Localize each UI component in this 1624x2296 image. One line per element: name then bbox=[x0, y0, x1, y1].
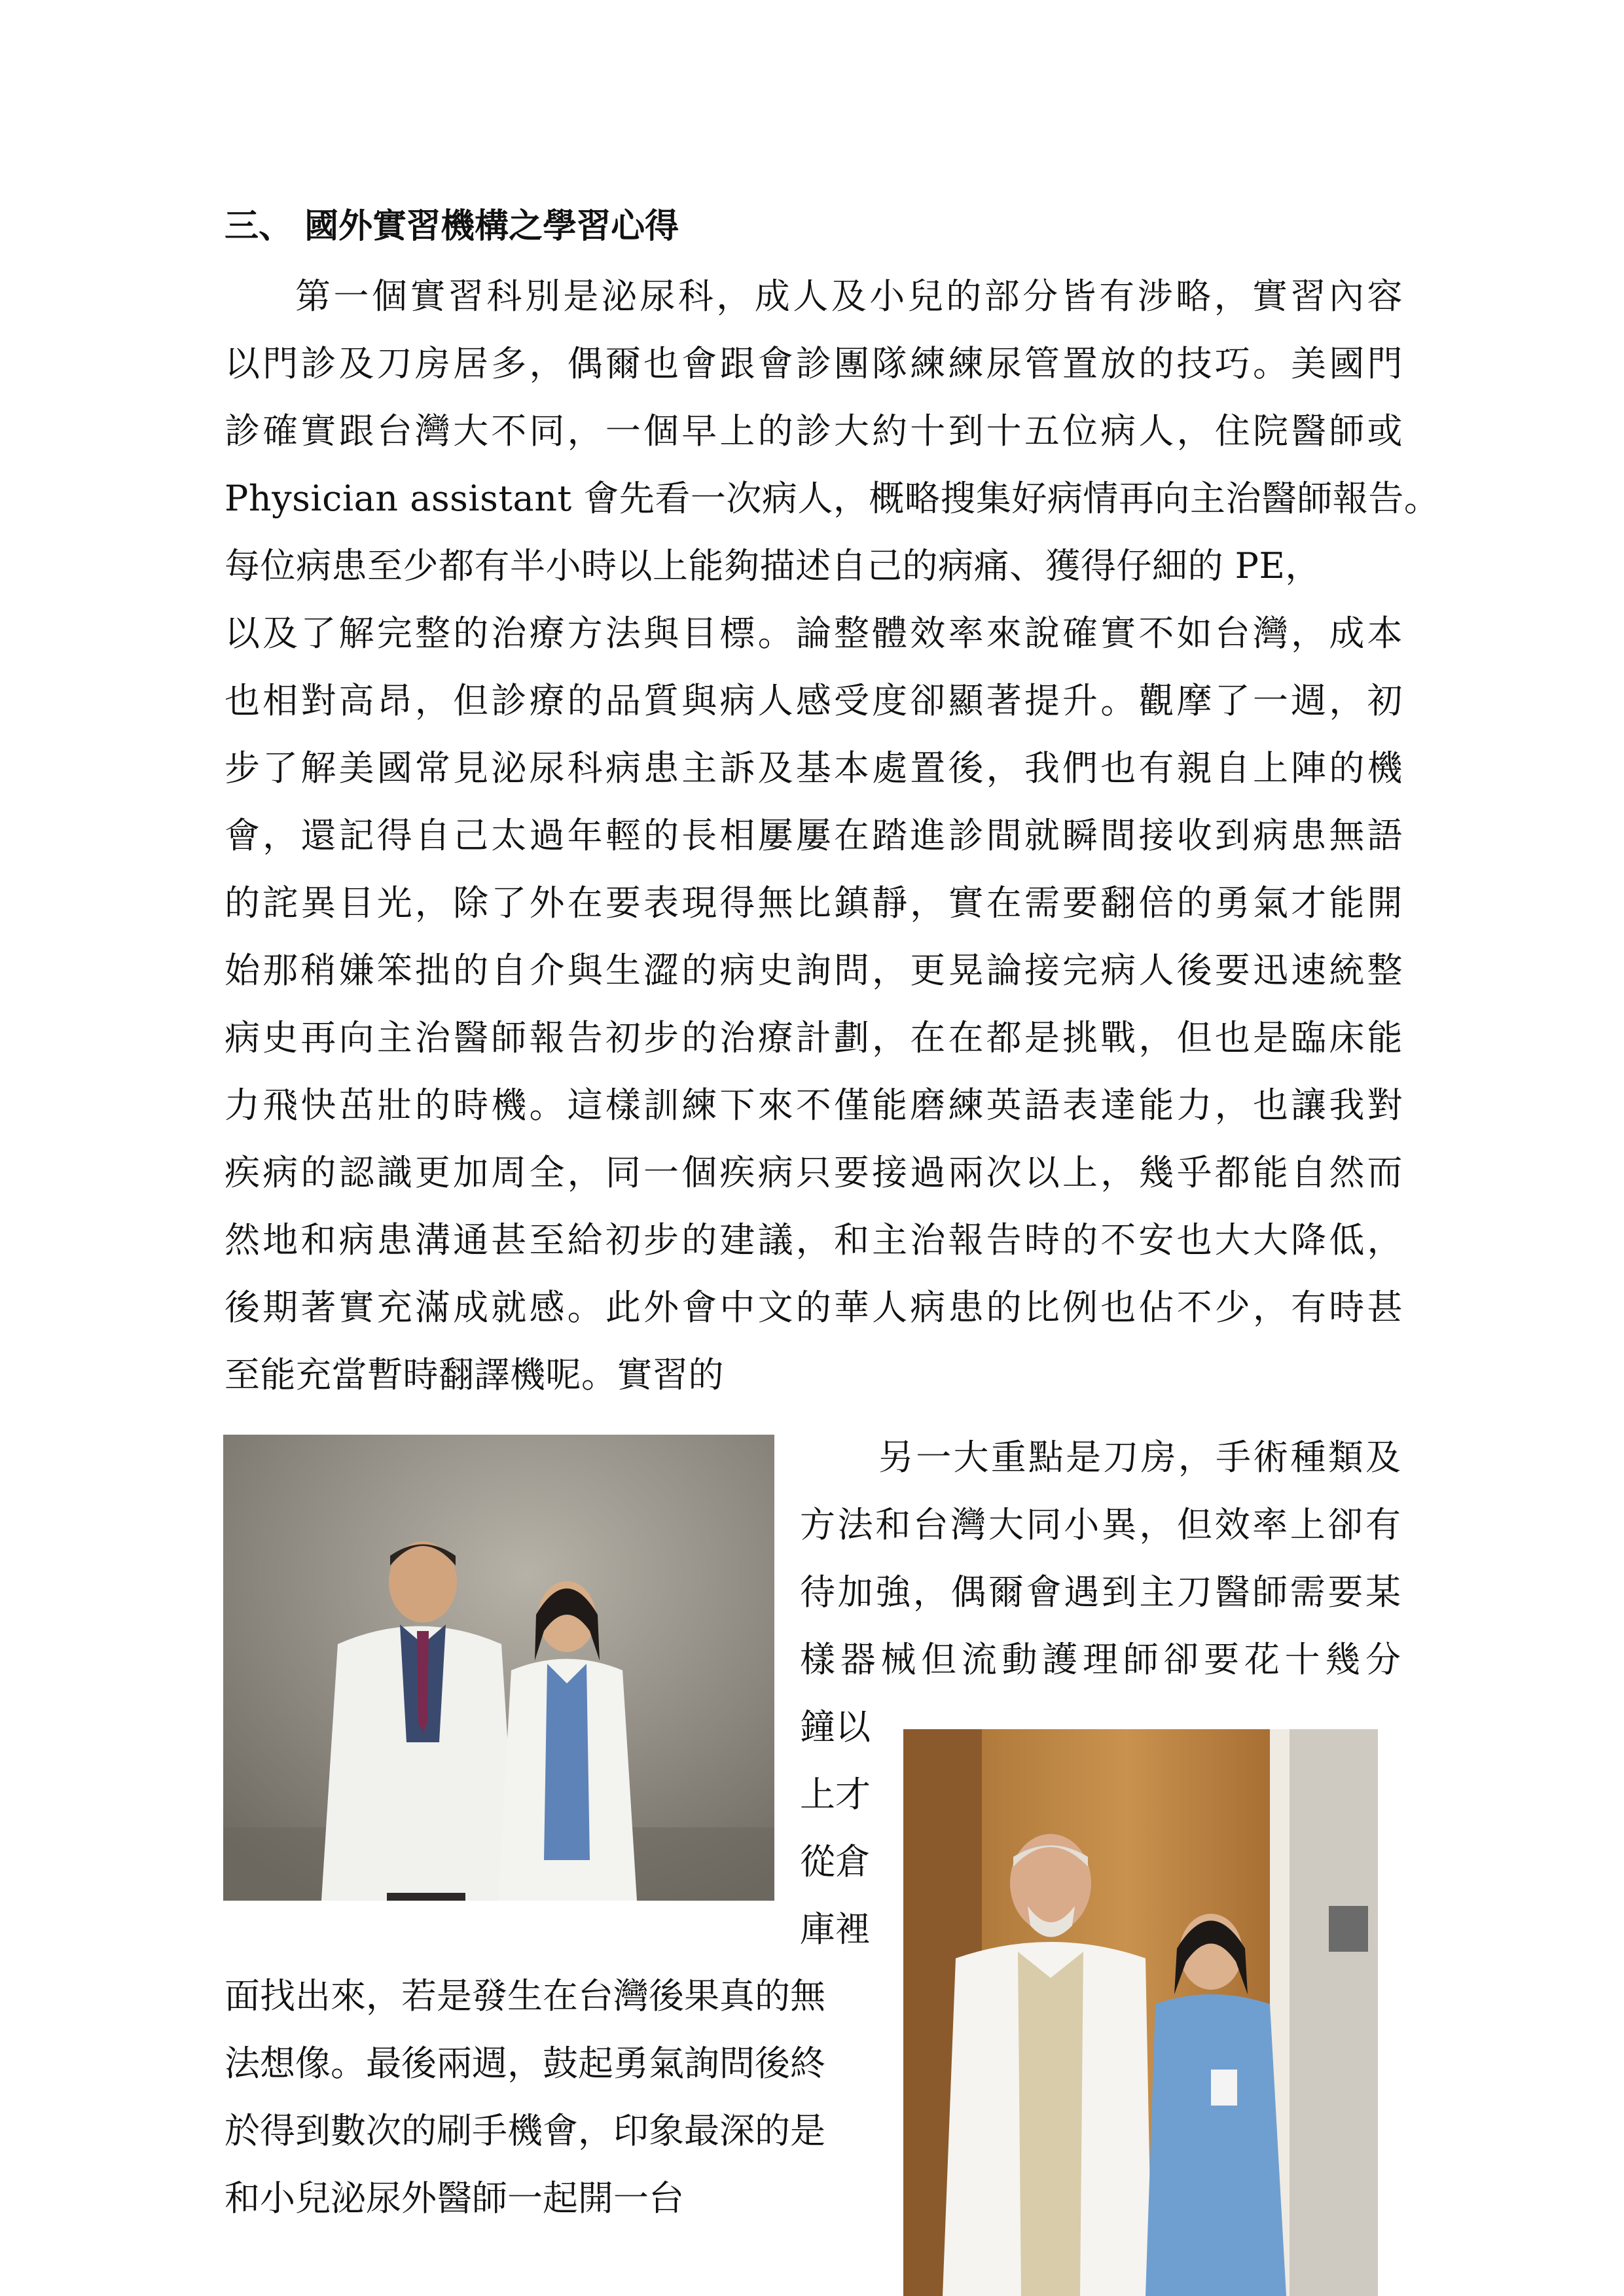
paragraph-line: 法想像。最後兩週，鼓起勇氣詢問後終 bbox=[225, 2043, 825, 2084]
paragraph-line: 至能充當暫時翻譯機呢。實習的 bbox=[225, 1354, 724, 1395]
paragraph-line: 待加強，偶爾會遇到主刀醫師需要某 bbox=[800, 1571, 1401, 1613]
paragraph-line: 也相對高昂，但診療的品質與病人感受度卻顯著提升。觀摩了一週，初 bbox=[225, 680, 1403, 721]
paragraph-line: 力飛快茁壯的時機。這樣訓練下來不僅能磨練英語表達能力，也讓我對 bbox=[225, 1085, 1403, 1126]
paragraph-line: 庫裡 bbox=[800, 1909, 871, 1950]
paragraph-line: 從倉 bbox=[800, 1841, 871, 1882]
paragraph-line: 於得到數次的刷手機會，印象最深的是 bbox=[225, 2110, 825, 2151]
paragraph-line: 會，還記得自己太過年輕的長相屢屢在踏進診間就瞬間接收到病患無語 bbox=[225, 815, 1403, 856]
paragraph-line: 每位病患至少都有半小時以上能夠描述自己的病痛、獲得仔細的 PE， bbox=[225, 545, 1321, 586]
paragraph-line: 第一個實習科別是泌尿科，成人及小兒的部分皆有涉略，實習內容 bbox=[295, 276, 1403, 317]
paragraph-line: 以門診及刀房居多，偶爾也會跟會診團隊練練尿管置放的技巧。美國門 bbox=[225, 343, 1403, 384]
paragraph-line: 和小兒泌尿外醫師一起開一台 bbox=[225, 2178, 684, 2219]
paragraph-line: 以及了解完整的治療方法與目標。論整體效率來說確實不如台灣，成本 bbox=[225, 613, 1403, 654]
section-heading: 三、 國外實習機構之學習心得 bbox=[225, 207, 679, 246]
paragraph-line: 疾病的認識更加周全，同一個疾病只要接過兩次以上，幾乎都能自然而 bbox=[225, 1152, 1403, 1193]
paragraph-line: 上才 bbox=[800, 1774, 871, 1815]
photo-doctors-1 bbox=[223, 1435, 774, 1901]
paragraph-line: 步了解美國常見泌尿科病患主訴及基本處置後，我們也有親自上陣的機 bbox=[225, 747, 1403, 789]
paragraph-line: 後期著實充滿成就感。此外會中文的華人病患的比例也佔不少，有時甚 bbox=[225, 1287, 1403, 1328]
paragraph-line: 診確實跟台灣大不同，一個早上的診大約十到十五位病人，住院醫師或 bbox=[225, 410, 1403, 452]
photo-doctors-2 bbox=[903, 1729, 1378, 2296]
paragraph-line: 另一大重點是刀房，手術種類及 bbox=[878, 1437, 1401, 1478]
paragraph-line: 的詫異目光，除了外在要表現得無比鎮靜，實在需要翻倍的勇氣才能開 bbox=[225, 882, 1403, 924]
paragraph-line: 方法和台灣大同小異，但效率上卻有 bbox=[800, 1504, 1401, 1545]
paragraph-line: 面找出來，若是發生在台灣後果真的無 bbox=[225, 1975, 825, 2017]
paragraph-line: Physician assistant 會先看一次病人，概略搜集好病情再向主治醫師報告。 bbox=[225, 478, 1440, 519]
paragraph-line: 始那稍嫌笨拙的自介與生澀的病史詢問，更晃論接完病人後要迅速統整 bbox=[225, 950, 1403, 991]
paragraph-line: 樣器械但流動護理師卻要花十幾分 bbox=[800, 1639, 1401, 1680]
paragraph-line: 病史再向主治醫師報告初步的治療計劃，在在都是挑戰，但也是臨床能 bbox=[225, 1017, 1403, 1058]
paragraph-line: 鐘以 bbox=[800, 1706, 871, 1748]
paragraph-line: 然地和病患溝通甚至給初步的建議，和主治報告時的不安也大大降低， bbox=[225, 1219, 1403, 1261]
